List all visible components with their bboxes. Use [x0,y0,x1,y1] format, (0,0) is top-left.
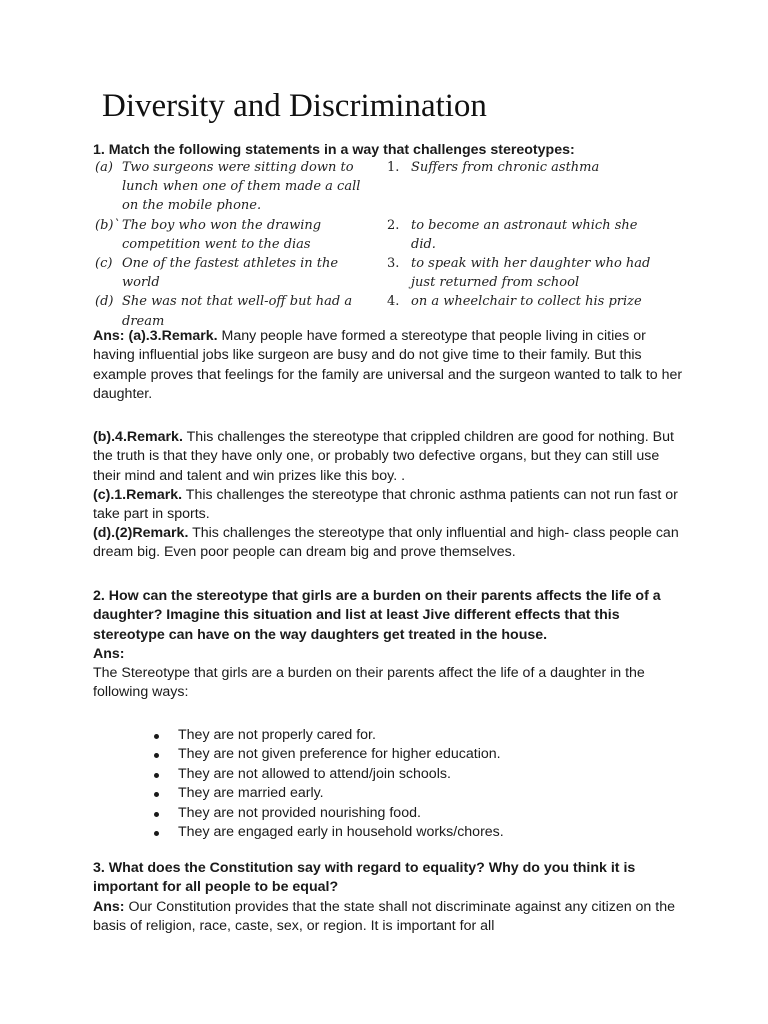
answer-text: Our Constitution provides that the state shall not discriminate against any citizen on the basis of religion, race, caste, sex, or region. It is important for all [93,899,675,935]
list-item: They are engaged early in household works/chores. [150,823,504,842]
match-label: (b)` [95,217,120,233]
answer-label: Ans: [93,899,125,915]
list-item: They are not provided nourishing food. [150,804,504,823]
answer-1a [93,327,683,405]
match-label: (d) [95,294,114,310]
match-number: 1. [387,160,400,175]
answer-1d [93,524,683,563]
match-number: 3. [387,256,400,272]
answer-1b [93,428,683,486]
list-item: They are married early. [150,784,504,803]
answer-2-intro: The Stereotype that girls are a burden on their parents affect the life of a daughter in the following ways: [93,665,645,701]
answer-1c [93,486,683,525]
match-label: (a) [95,160,113,175]
match-number: 2. [387,217,400,233]
answer-label: Ans: [93,646,125,662]
match-row [93,158,668,216]
match-option: to speak with her daughter who had just returned from school [411,256,651,291]
match-row [93,292,668,330]
question-3: 3. What does the Constitution say with regard to equality? Why do you think it is important for all people to be equal? [93,860,636,896]
match-number: 4. [387,294,400,310]
list-item: They are not allowed to attend/join schools. [150,765,504,784]
answer-text: Many people have formed a stereotype that people living in cities or having influential jobs like surgeon are busy and do not give time to their family. But this example proves that feelings for the family are universal and the surgeon wanted to talk to her daughter. [93,328,683,403]
answer-text: This challenges the stereotype that crippled children are good for nothing. But the truth is that they have only one, or probably two defective organs, but they can still use their mind and talent and win prizes like this boy. . [93,429,674,484]
effects-list [150,726,504,842]
question-2: 2. How can the stereotype that girls are a burden on their parents affects the life of a daughter? Imagine this situation and list at least Jive different effects that this stereotype can have on the way daughters get treated in the house. [93,588,661,643]
answer-label: (c).1.Remark. [93,487,183,503]
match-option: to become an astronaut which she did. [411,217,638,252]
answer-label: (d).(2)Remark. [93,525,189,541]
match-statement: Two surgeons were sitting down to lunch when one of them made a call on the mobile phone. [122,160,361,214]
match-statement: The boy who won the drawing competition went to the dias [122,217,322,252]
match-statement: She was not that well-off but had a dream [122,294,353,329]
page-title: Diversity and Discrimination [102,88,487,124]
list-item: They are not properly cared for. [150,726,504,745]
question-1: 1. Match the following statements in a way that challenges stereotypes: [93,142,575,158]
match-label: (c) [95,256,113,272]
match-option: Suffers from chronic asthma [411,160,600,175]
match-statement: One of the fastest athletes in the world [122,256,339,291]
match-row [93,216,668,254]
answer-text: This challenges the stereotype that only influential and high- class people can dream big. Even poor people can dream big and prove themselves. [93,525,679,561]
match-row [93,254,668,292]
match-table [93,158,668,331]
answer-text: This challenges the stereotype that chronic asthma patients can not run fast or take part in sports. [93,487,678,523]
list-item: They are not given preference for higher education. [150,745,504,764]
answer-label: Ans: (a).3.Remark. [93,328,218,344]
answer-label: (b).4.Remark. [93,429,183,445]
match-option: on a wheelchair to collect his prize [411,294,642,310]
answer-3 [93,898,683,937]
